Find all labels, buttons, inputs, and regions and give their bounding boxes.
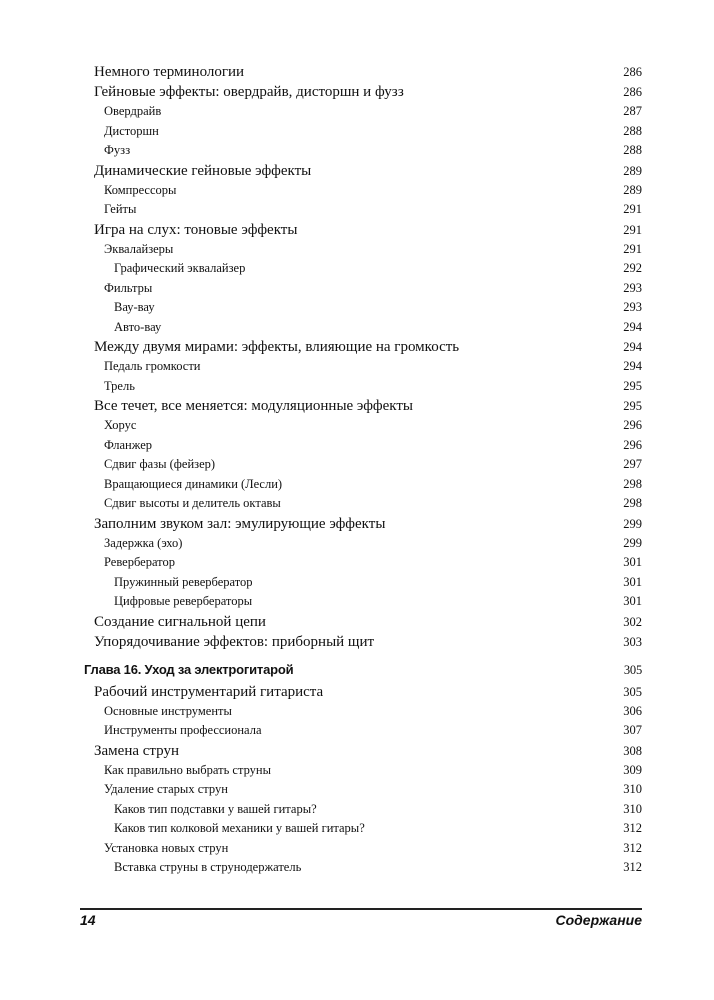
toc-entry-page: 297 (623, 457, 642, 471)
toc-row (0, 682, 714, 702)
toc-entry-title: Педаль громкости (104, 359, 201, 373)
table-of-contents (0, 62, 714, 878)
toc-entry-page: 286 (623, 65, 642, 79)
toc-entry-page: 298 (623, 476, 642, 491)
toc-entry-page: 308 (623, 743, 642, 758)
toc-entry-title: Хорус (104, 418, 137, 432)
toc-row (0, 475, 714, 495)
toc-entry-page: 288 (623, 123, 642, 138)
toc-entry-page: 298 (623, 496, 642, 510)
toc-entry-page: 295 (623, 399, 642, 413)
toc-row (0, 337, 714, 357)
toc-entry-page: 293 (623, 280, 642, 295)
toc-entry-page: 291 (623, 202, 642, 216)
toc-entry-title: Немного терминологии (94, 64, 245, 80)
toc-entry-title: Как правильно выбрать струны (104, 762, 272, 777)
toc-row (0, 573, 714, 593)
toc-entry-title: Динамические гейновые эффекты (94, 162, 312, 179)
toc-row (0, 819, 714, 839)
toc-entry-title: Установка новых струн (104, 840, 229, 855)
toc-row (0, 200, 714, 220)
toc-row (0, 553, 714, 573)
toc-row (0, 534, 714, 554)
toc-row (0, 220, 714, 240)
toc-entry-page: 295 (623, 378, 642, 393)
toc-entry-title: Пружинный ревербератор (114, 574, 253, 589)
toc-entry-title: Игра на слух: тоновые эффекты (94, 221, 298, 238)
toc-row (0, 357, 714, 377)
toc-row (0, 780, 714, 800)
toc-entry-page: 294 (623, 340, 642, 354)
toc-entry-title: Заполним звуком зал: эмулирующие эффекты (94, 515, 386, 532)
toc-entry-title: Основные инструменты (104, 703, 232, 718)
toc-entry-page: 302 (623, 614, 642, 629)
toc-entry-title: Задержка (эхо) (104, 535, 183, 550)
toc-entry-title: Сдвиг высоты и делитель октавы (104, 496, 281, 510)
toc-entry-title: Эквалайзеры (104, 241, 174, 256)
toc-row (0, 612, 714, 632)
toc-entry-page: 299 (623, 516, 642, 531)
toc-entry-title: Цифровые ревербераторы (114, 594, 253, 608)
toc-entry-page: 303 (623, 634, 642, 649)
toc-entry-page: 288 (623, 143, 642, 157)
toc-entry-page: 286 (623, 85, 642, 99)
toc-entry-page: 312 (623, 840, 642, 855)
toc-row (0, 318, 714, 338)
toc-entry-title: Овердрайв (104, 104, 162, 118)
toc-entry-title: Гейты (104, 202, 137, 216)
toc-row (0, 122, 714, 142)
toc-entry-page: 312 (623, 860, 642, 874)
toc-entry-page: 309 (623, 762, 642, 777)
toc-entry-title: Замена струн (94, 742, 179, 759)
toc-entry-title: Вставка струны в струнодержатель (114, 860, 302, 874)
toc-row (0, 62, 714, 82)
toc-row (0, 514, 714, 534)
toc-row (0, 839, 714, 859)
toc-entry-title: Каков тип подставки у вашей гитары? (114, 801, 317, 816)
toc-entry-page: 294 (623, 359, 642, 373)
footer-rule (80, 908, 642, 910)
toc-row (0, 181, 714, 201)
toc-row (0, 494, 714, 514)
toc-row (0, 298, 714, 318)
toc-entry-title: Дисторшн (104, 123, 159, 138)
footer-section-title: Содержание (555, 912, 642, 928)
toc-entry-page: 305 (623, 684, 642, 699)
toc-row (0, 240, 714, 260)
toc-entry-page: 312 (623, 821, 642, 835)
toc-entry-page: 291 (623, 222, 642, 237)
toc-entry-title: Каков тип колковой механики у вашей гитары? (114, 821, 365, 835)
toc-entry-title: Вращающиеся динамики (Лесли) (104, 476, 283, 491)
toc-entry-title: Вау-вау (114, 300, 155, 314)
toc-entry-page: 289 (623, 182, 642, 197)
toc-row (0, 592, 714, 612)
toc-entry-title: Гейновые эффекты: овердрайв, дисторшн и фузз (94, 84, 404, 100)
toc-entry-page: 292 (623, 261, 642, 275)
toc-entry-page: 301 (623, 594, 642, 608)
toc-row (0, 800, 714, 820)
toc-entry-page: 301 (623, 574, 642, 589)
toc-entry-page: 296 (623, 418, 642, 432)
toc-row (0, 702, 714, 722)
toc-entry-title: Компрессоры (104, 182, 177, 197)
toc-row (0, 761, 714, 781)
toc-row (0, 858, 714, 878)
footer-page-number: 14 (80, 912, 96, 928)
toc-entry-page: 310 (623, 801, 642, 816)
toc-entry-page: 305 (623, 662, 642, 677)
toc-entry-title: Ревербератор (104, 555, 175, 569)
toc-entry-page: 293 (623, 300, 642, 314)
toc-entry-title: Рабочий инструментарий гитариста (94, 683, 324, 700)
toc-entry-title: Глава 16. Уход за электрогитарой (84, 661, 294, 677)
toc-row (0, 82, 714, 102)
toc-entry-title: Фузз (104, 143, 131, 157)
toc-row (0, 377, 714, 397)
toc-row (0, 436, 714, 456)
toc-row (0, 141, 714, 161)
toc-entry-title: Трель (104, 378, 135, 393)
toc-entry-title: Упорядочивание эффектов: приборный щит (94, 633, 375, 650)
toc-row (0, 721, 714, 741)
toc-entry-title: Сдвиг фазы (фейзер) (104, 457, 216, 471)
toc-entry-title: Инструменты профессионала (104, 723, 262, 737)
toc-row (0, 741, 714, 761)
toc-entry-page: 296 (623, 437, 642, 452)
toc-entry-title: Авто-вау (114, 319, 162, 334)
toc-entry-page: 289 (623, 163, 642, 178)
toc-row (0, 102, 714, 122)
toc-entry-page: 306 (623, 703, 642, 718)
toc-chapter-row (0, 658, 714, 682)
toc-entry-title: Все течет, все меняется: модуляционные эффекты (94, 398, 414, 414)
toc-entry-page: 310 (623, 782, 642, 796)
toc-entry-title: Между двумя мирами: эффекты, влияющие на громкость (94, 339, 460, 355)
toc-entry-page: 299 (623, 535, 642, 550)
toc-entry-title: Фланжер (104, 437, 152, 452)
toc-row (0, 632, 714, 652)
toc-row (0, 455, 714, 475)
toc-entry-page: 294 (623, 319, 642, 334)
toc-entry-title: Создание сигнальной цепи (94, 613, 266, 630)
toc-entry-page: 287 (623, 104, 642, 118)
toc-entry-page: 307 (623, 723, 642, 737)
toc-entry-title: Фильтры (104, 280, 153, 295)
toc-row (0, 279, 714, 299)
toc-row (0, 161, 714, 181)
toc-entry-page: 301 (623, 555, 642, 569)
toc-entry-title: Удаление старых струн (104, 782, 228, 796)
toc-row (0, 396, 714, 416)
toc-entry-page: 291 (623, 241, 642, 256)
toc-entry-title: Графический эквалайзер (114, 261, 246, 275)
toc-row (0, 416, 714, 436)
toc-row (0, 259, 714, 279)
